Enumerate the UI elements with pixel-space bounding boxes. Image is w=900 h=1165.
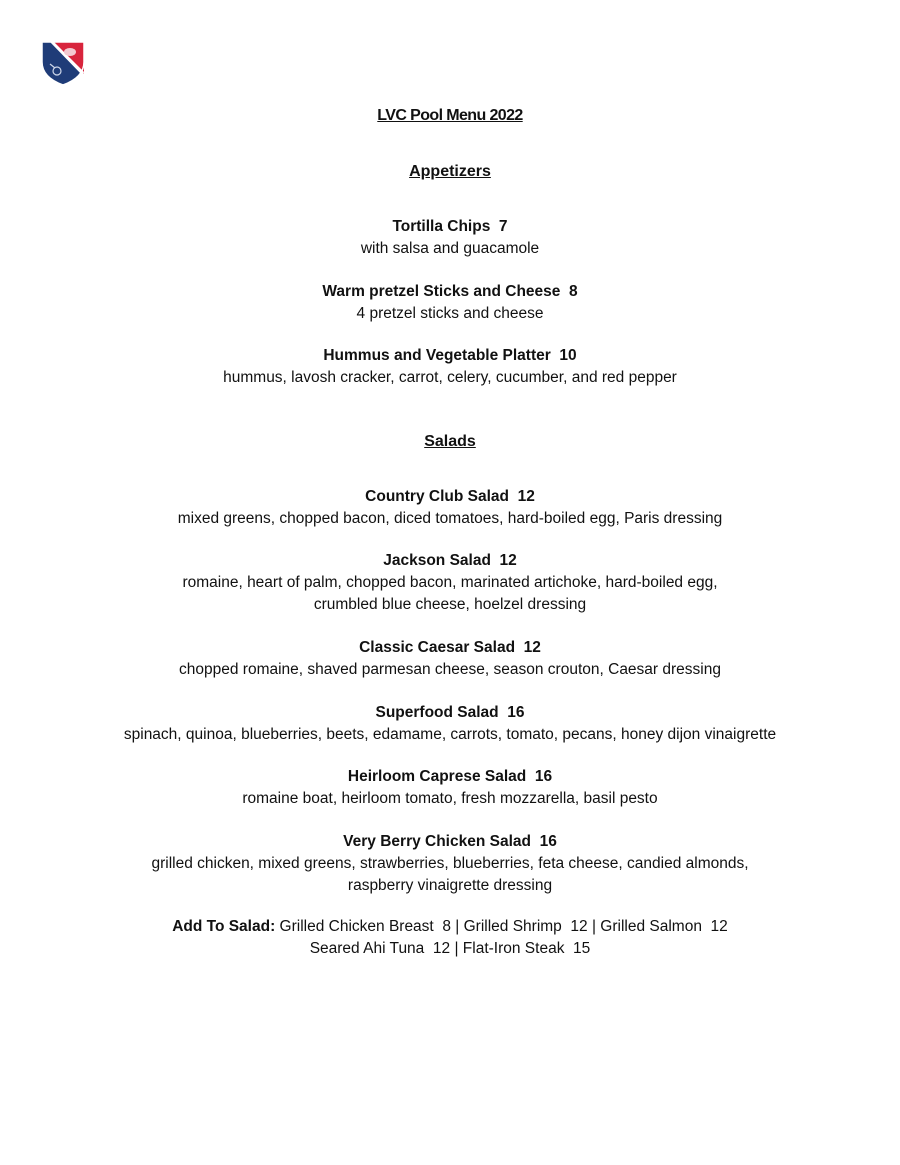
item-desc: grilled chicken, mixed greens, strawberries, blueberries, feta cheese, candied almonds, — [151, 855, 749, 872]
item-desc: raspberry vinaigrette dressing — [347, 877, 553, 894]
item-name: Warm pretzel Sticks and Cheese 8 — [322, 283, 578, 300]
item-desc: 4 pretzel sticks and cheese — [356, 305, 544, 322]
item-desc: romaine, heart of palm, chopped bacon, marinated artichoke, hard-boiled egg, — [182, 574, 718, 591]
menu-item — [0, 281, 900, 325]
item-name: Classic Caesar Salad 12 — [359, 639, 541, 656]
item-desc: chopped romaine, shaved parmesan cheese, season crouton, Caesar dressing — [179, 661, 721, 678]
menu-item — [0, 637, 900, 681]
item-desc: spinach, quinoa, blueberries, beets, edamame, carrots, tomato, pecans, honey dijon vinaigrette — [123, 726, 777, 743]
add-to-salad-line1: Grilled Chicken Breast 8 | Grilled Shrimp 12 | Grilled Salmon 12 — [275, 918, 728, 935]
section-heading-appetizers: Appetizers — [409, 163, 491, 180]
item-desc: crumbled blue cheese, hoelzel dressing — [313, 596, 587, 613]
item-desc: hummus, lavosh cracker, carrot, celery, cucumber, and red pepper — [223, 369, 677, 386]
add-to-salad — [0, 916, 900, 960]
menu-item — [0, 345, 900, 389]
item-desc: romaine boat, heirloom tomato, fresh mozzarella, basil pesto — [242, 790, 658, 807]
club-shield-crest-icon — [40, 40, 86, 86]
item-name: Tortilla Chips 7 — [392, 218, 508, 235]
item-name: Heirloom Caprese Salad 16 — [347, 768, 553, 785]
menu-title: LVC Pool Menu 2022 — [377, 107, 523, 124]
menu-item — [0, 216, 900, 260]
item-name: Very Berry Chicken Salad 16 — [343, 833, 557, 850]
item-name: Hummus and Vegetable Platter 10 — [323, 347, 577, 364]
item-desc: mixed greens, chopped bacon, diced tomatoes, hard-boiled egg, Paris dressing — [177, 510, 723, 527]
menu-item — [0, 550, 900, 616]
section-heading-salads: Salads — [424, 433, 476, 450]
item-desc: with salsa and guacamole — [360, 240, 540, 257]
add-to-salad-line2: Seared Ahi Tuna 12 | Flat-Iron Steak 15 — [309, 940, 591, 957]
add-to-salad-label: Add To Salad: — [172, 918, 276, 935]
menu-item — [0, 702, 900, 746]
item-name: Country Club Salad 12 — [365, 488, 535, 505]
menu-item — [0, 766, 900, 810]
item-name: Superfood Salad 16 — [375, 704, 525, 721]
item-name: Jackson Salad 12 — [383, 552, 517, 569]
menu-item — [0, 486, 900, 530]
menu-item — [0, 831, 900, 897]
